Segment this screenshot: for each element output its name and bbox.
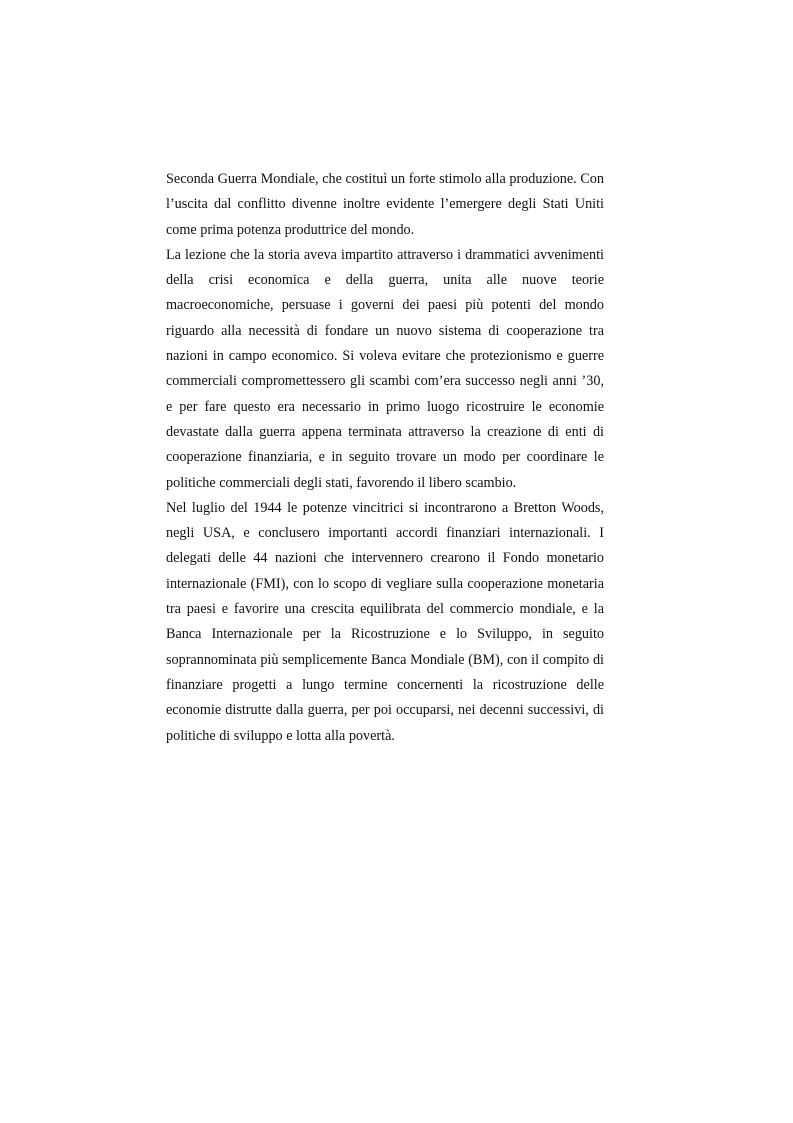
paragraph-3: Nel luglio del 1944 le potenze vincitrici si incontrarono a Bretton Woods, negli USA, e conclusero importanti accordi finanziari internazionali. I delegati delle 44 nazioni che intervennero crearono il Fondo monetario internazionale (FMI), con lo scopo di vegliare sulla cooperazione monetaria tra paesi e favorire una crescita equilibrata del commercio mondiale, e la Banca Internazionale per la Ricostruzione e lo Sviluppo, in seguito soprannominata più semplicemente Banca Mondiale (BM), con il compito di finanziare progetti a lungo termine concernenti la ricostruzione delle economie distrutte dalla guerra, per poi occuparsi, nei decenni successivi, di politiche di sviluppo e lotta alla povertà. — [166, 499, 604, 744]
paragraph-1: Seconda Guerra Mondiale, che costituì un forte stimolo alla produzione. Con l’uscita dal conflitto divenne inoltre evidente l’emergere degli Stati Uniti come prima potenza produttrice del mondo. — [166, 171, 604, 238]
paragraph-2: La lezione che la storia aveva impartito attraverso i drammatici avvenimenti della crisi economica e della guerra, unita alle nuove teorie macroeconomiche, persuase i governi dei paesi più potenti del mondo riguardo alla necessità di fondare un nuovo sistema di cooperazione tra nazioni in campo economico. Si voleva evitare che protezionismo e guerre commerciali compromettessero gli scambi com’era successo negli anni ’30, e per fare questo era necessario in primo luogo ricostruire le economie devastate dalla guerra appena terminata attraverso la creazione di enti di cooperazione finanziaria, e in seguito trovare un modo per coordinare le politiche commerciali degli stati, favorendo il libero scambio. — [166, 246, 604, 491]
body-text — [166, 167, 604, 749]
